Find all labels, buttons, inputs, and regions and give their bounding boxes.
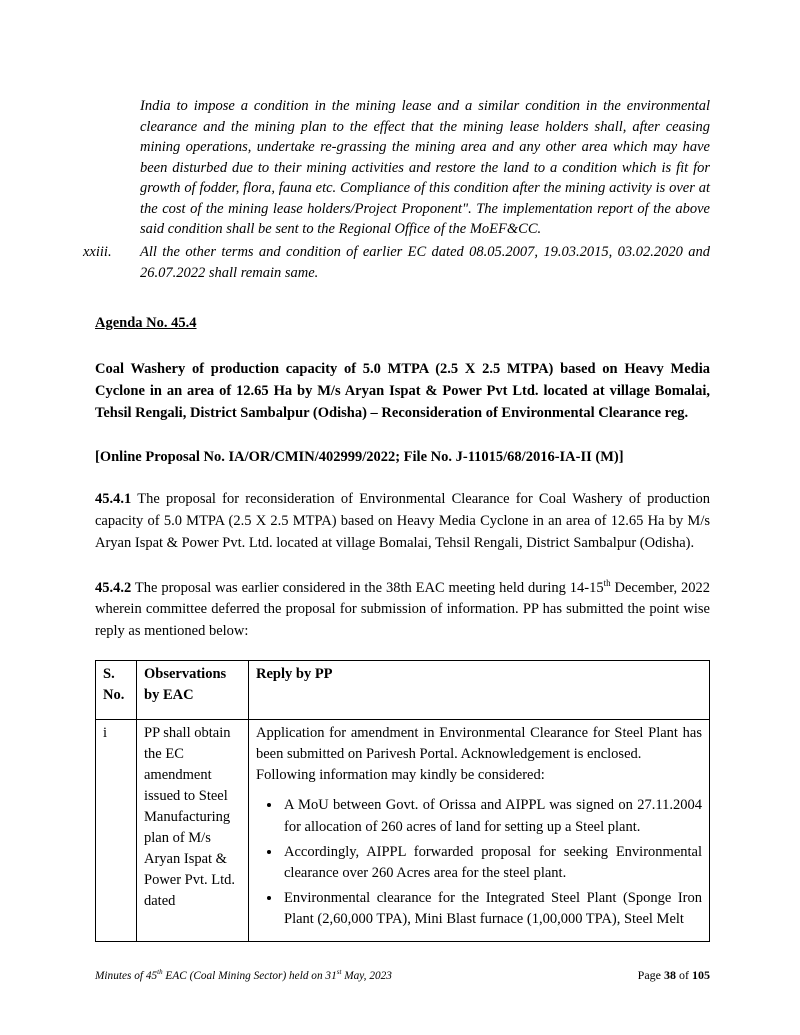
table-header-row — [96, 660, 710, 719]
footer-document-note — [95, 970, 392, 982]
para-45-4-2-text-start: The proposal was earlier considered in the 38th EAC meeting held during 14-15 — [134, 579, 604, 596]
footer-note-part1: Minutes of 45 — [95, 970, 158, 982]
list-item-text: All the other terms and condition of earlier EC dated 08.05.2007, 19.03.2015, 03.02.2020 and 26.07.2022 shall remain same. — [140, 244, 710, 281]
proposal-reference: [Online Proposal No. IA/OR/CMIN/402999/2022; File No. J-11015/68/2016-IA-II (M)] — [95, 449, 624, 466]
footer-note-part3: May, 2023 — [341, 970, 392, 982]
list-item-xxiii — [83, 242, 710, 283]
cell-sno: i — [96, 719, 137, 941]
of-word: of — [676, 968, 692, 982]
observations-reply-table — [95, 660, 710, 942]
page-word: Page — [637, 968, 664, 982]
reply-bullet: • A MoU between Govt. of Orissa and AIPPL was signed on 27.11.2004 for allocation of 260 acres of land for setting up a Steel plant. — [282, 795, 702, 837]
agenda-title: Coal Washery of production capacity of 5.0 MTPA (2.5 X 2.5 MTPA) based on Heavy Media Cyclone in an area of 12.65 Ha by M/s Aryan Ispat & Power Pvt Ltd. located at village Bomalai, Tehsil Rengali, District Sambalpur (Odisha) – Reconsideration of Environmental Clearance reg. — [95, 361, 710, 421]
para-45-4-2-superscript: th — [603, 577, 611, 588]
list-item-label: xxiii. — [83, 244, 112, 261]
para-45-4-1-number: 45.4.1 — [95, 491, 132, 508]
agenda-heading: Agenda No. 45.4 — [95, 315, 197, 332]
page-footer — [95, 968, 710, 983]
reply-bullet: • Environmental clearance for the Integrated Steel Plant (Sponge Iron Plant (2,60,000 TPA), Mini Blast furnace (1,00,000 TPA), Steel Melt — [282, 888, 702, 930]
reply-intro: Application for amendment in Environmental Clearance for Steel Plant has been submitted on Parivesh Portal. Acknowledgement is enclosed. — [256, 724, 702, 763]
reply-bullet-list — [256, 795, 702, 930]
reply-consider-line: Following information may kindly be considered: — [256, 767, 545, 784]
reply-bullet: • Accordingly, AIPPL forwarded proposal for seeking Environmental clearance over 260 Acres area for the steel plant. — [282, 842, 702, 884]
cell-reply — [249, 719, 710, 941]
table-header-reply: Reply by PP — [249, 660, 710, 719]
table-row — [96, 719, 710, 941]
footer-note-part2: EAC (Coal Mining Sector) held on 31 — [162, 970, 337, 982]
footer-note-sup2: st — [336, 968, 342, 977]
cell-observation: PP shall obtain the EC amendment issued to Steel Manufacturing plan of M/s Aryan Ispat & Power Pvt. Ltd. dated — [137, 719, 249, 941]
para-45-4-2-text-end: December, 2022 wherein committee deferred the proposal for submission of information. PP has submitted the point wise reply as mentioned below: — [95, 579, 710, 640]
table-header-observations: Observations by EAC — [137, 660, 249, 719]
quote-paragraph: India to impose a condition in the mining lease and a similar condition in the environmental clearance and the mining plan to the effect that the mining lease holders shall, after ceasing mining operations, undertake re-grassing the mining area and any other area which may have been disturbed due to their mining activities and restore the land to a condition which is fit for growth of fodder, flora, fauna etc. Compliance of this condition after the mining activity is over at the cost of the mining lease holders/Project Proponent". The implementation report of the above said condition shall be sent to the Regional Office of the MoEF&CC. — [140, 98, 710, 238]
page-number-current: 38 — [664, 968, 676, 982]
footer-page-number — [638, 968, 710, 983]
para-45-4-1 — [95, 489, 710, 554]
para-45-4-2-number: 45.4.2 — [95, 579, 132, 596]
table-header-sno: S. No. — [96, 660, 137, 719]
page-number-total: 105 — [692, 968, 710, 982]
para-45-4-1-text: The proposal for reconsideration of Environmental Clearance for Coal Washery of production capacity of 5.0 MTPA (2.5 X 2.5 MTPA) based on Heavy Media Cyclone in an area of 12.65 Ha by M/s Aryan Ispat & Power Pvt. Ltd. located at village Bomalai, Tehsil Rengali, District Sambalpur (Odisha). — [95, 491, 710, 551]
footer-note-sup1: th — [157, 968, 163, 977]
para-45-4-2 — [95, 578, 710, 643]
